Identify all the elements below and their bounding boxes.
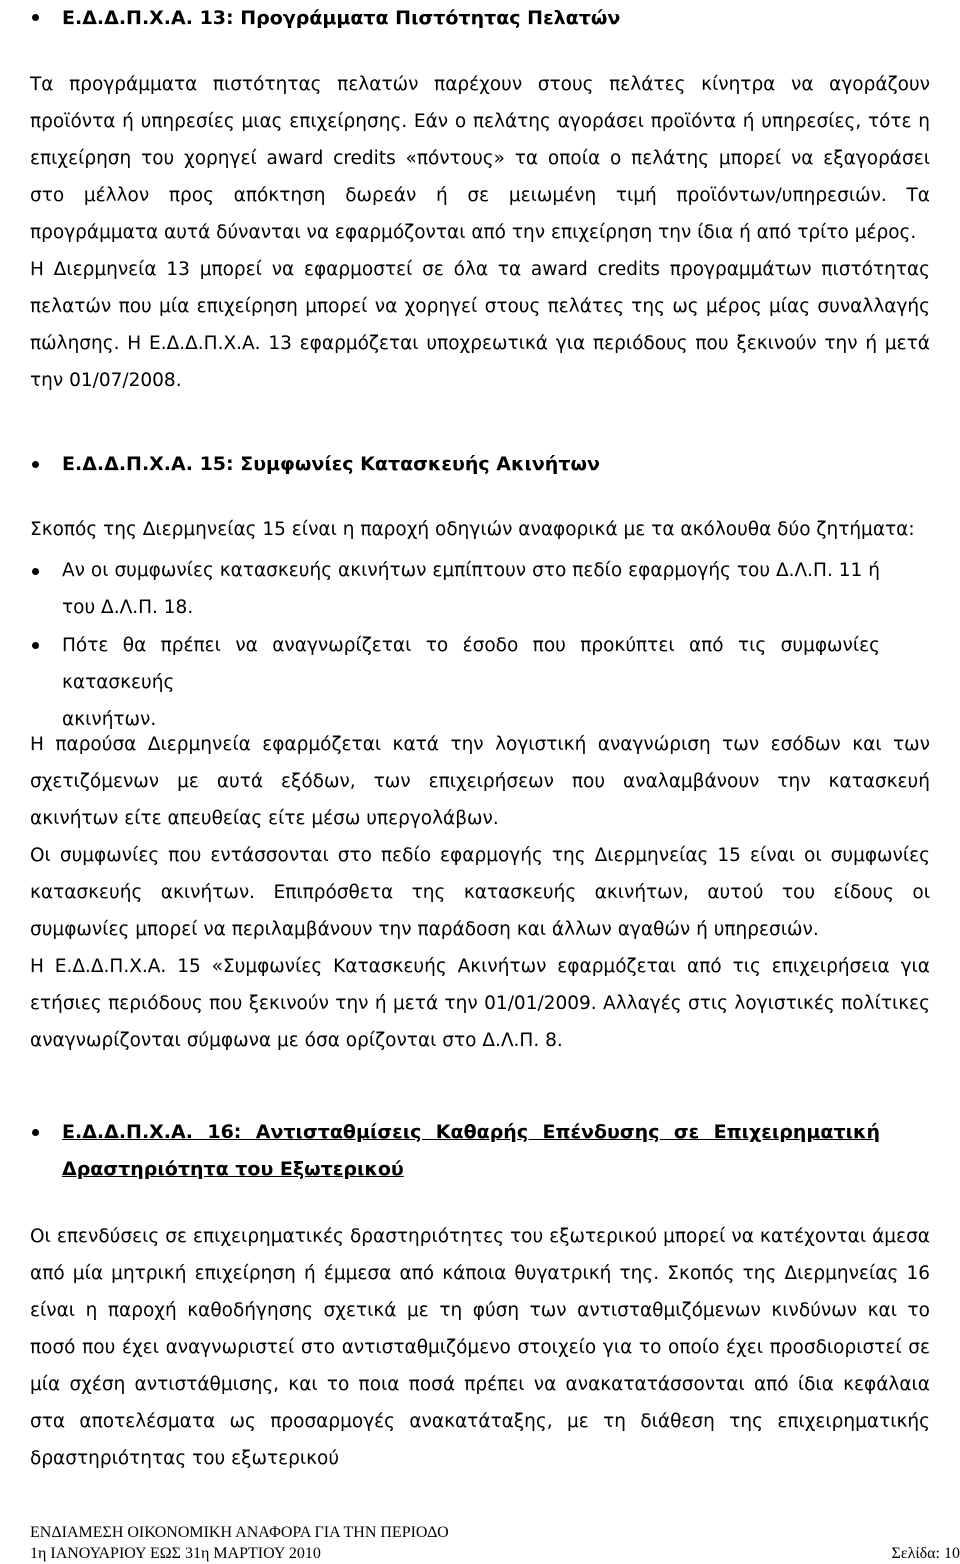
text-line: σχετιζόμενων με αυτά εξόδων, των επιχειρήσεων που αναλαμβάνουν την κατασκευή <box>30 771 930 792</box>
text-line: ποσό που έχει αναγνωριστεί στο αντισταθμιζόμενο στοιχείο για το οποίο έχει προσδιοριστεί σε <box>30 1337 930 1358</box>
text-line: συμφωνίες μπορεί να περιλαμβάνουν την παράδοση και άλλων αγαθών ή υπηρεσιών. <box>30 919 819 940</box>
bullet-icon <box>32 1129 39 1136</box>
text-line: Οι συμφωνίες που εντάσσονται στο πεδίο εφαρμογής της Διερμηνείας 15 είναι οι συμφωνίες <box>30 845 930 866</box>
text-line: στο μέλλον προς απόκτηση δωρεάν ή σε μειωμένη τιμή προϊόντων/υπηρεσιών. Τα <box>30 185 930 206</box>
text-line: προγράμματα αυτά δύνανται να εφαρμόζονται από την επιχείρηση την ίδια ή από τρίτο μέρος. <box>30 222 917 243</box>
footer-period: 1η ΙΑΝΟΥΑΡΙΟΥ ΕΩΣ 31η ΜΑΡΤΙΟΥ 2010 <box>30 1545 321 1562</box>
section-15-body <box>30 726 930 1059</box>
list-item <box>62 627 880 738</box>
section-13-body <box>30 66 930 399</box>
section-16-heading <box>62 1114 880 1188</box>
bullet-icon <box>32 461 39 468</box>
text-line: ετήσιες περιόδους που ξεκινούν την ή μετά την 01/01/2009. Αλλαγές στις λογιστικές πολίτικες <box>30 993 930 1014</box>
text-line: Τα προγράμματα πιστότητας πελατών παρέχουν στους πελάτες κίνητρα να αγοράζουν <box>30 74 930 95</box>
page-number: Σελίδα: 10 <box>891 1545 960 1562</box>
text-line: από μία μητρική επιχείρηση ή έμμεσα από κάποια θυγατρική της. Σκοπός της Διερμηνείας 16 <box>30 1263 930 1284</box>
list-item <box>62 552 880 626</box>
text-line: κατασκευής ακινήτων. Επιπρόσθετα της κατασκευής ακινήτων, αυτού του είδους οι <box>30 882 930 903</box>
text-line: πώλησης. Η Ε.Δ.Δ.Π.Χ.Α. 13 εφαρμόζεται υποχρεωτικά για περιόδους που ξεκινούν την ή μετά <box>30 333 930 354</box>
text-line: Η παρούσα Διερμηνεία εφαρμόζεται κατά την λογιστική αναγνώριση των εσόδων και των <box>30 734 930 755</box>
text-line: Οι επενδύσεις σε επιχειρηματικές δραστηριότητες του εξωτερικού μπορεί να κατέχονται άμεσα <box>30 1226 930 1247</box>
text-line: πελατών που μία επιχείρηση μπορεί να χορηγεί στους πελάτες της ως μέρος μίας συναλλαγής <box>30 296 930 317</box>
text-line: ακινήτων. <box>62 709 157 730</box>
text-line: μία σχέση αντιστάθμισης, και το ποια ποσά πρέπει να ανακατατάσσονται από ίδια κεφάλαια <box>30 1374 930 1395</box>
text-line: ακινήτων είτε απευθείας είτε μέσω υπεργολάβων. <box>30 808 499 829</box>
bullet-icon <box>32 14 39 21</box>
section-16-body <box>30 1218 930 1477</box>
heading-line: Δραστηριότητα του Εξωτερικού <box>62 1158 404 1180</box>
page-footer <box>30 1522 960 1564</box>
text-line: Σκοπός της Διερμηνείας 15 είναι η παροχή οδηγιών αναφορικά με τα ακόλουθα δύο ζητήματα: <box>30 519 915 540</box>
text-line: Η Ε.Δ.Δ.Π.Χ.Α. 15 «Συμφωνίες Κατασκευής Ακινήτων εφαρμόζεται από τις επιχειρήσεια για <box>30 956 930 977</box>
text-line: στα αποτελέσματα ως προσαρμογές ανακατάταξης, με τη διάθεση της επιχειρηματικής <box>30 1411 930 1432</box>
section-13-heading: Ε.Δ.Δ.Π.Χ.Α. 13: Προγράμματα Πιστότητας Πελατών <box>62 7 621 29</box>
text-line: επιχείρηση του χορηγεί award credits «πόντους» τα οποία ο πελάτης μπορεί να εξαγοράσει <box>30 148 930 169</box>
text-line: Πότε θα πρέπει να αναγνωρίζεται το έσοδο που προκύπτει από τις συμφωνίες κατασκευής <box>62 635 880 693</box>
text-line: του Δ.Λ.Π. 18. <box>62 597 194 618</box>
heading-line: Ε.Δ.Δ.Π.Χ.Α. 16: Αντισταθμίσεις Καθαρής Επένδυσης σε Επιχειρηματική <box>62 1121 880 1143</box>
section-15-heading: Ε.Δ.Δ.Π.Χ.Α. 15: Συμφωνίες Κατασκευής Ακινήτων <box>62 453 600 475</box>
bullet-icon <box>32 642 39 649</box>
bullet-icon <box>32 568 39 575</box>
text-line: προϊόντα ή υπηρεσίες μιας επιχείρησης. Εάν ο πελάτης αγοράσει προϊόντα ή υπηρεσίες, τότε η <box>30 111 930 132</box>
text-line: είναι η παροχή καθοδήγησης σχετικά με τη φύση των αντισταθμιζόμενων κινδύνων και το <box>30 1300 930 1321</box>
section-15-intro <box>30 511 930 548</box>
text-line: αναγνωρίζονται σύμφωνα με όσα ορίζονται στο Δ.Λ.Π. 8. <box>30 1030 563 1051</box>
footer-title: ΕΝΔΙΑΜΕΣΗ ΟΙΚΟΝΟΜΙΚΗ ΑΝΑΦΟΡΑ ΓΙΑ ΤΗΝ ΠΕΡΙΟΔΟ <box>30 1524 449 1541</box>
text-line: Αν οι συμφωνίες κατασκευής ακινήτων εμπίπτουν στο πεδίο εφαρμογής του Δ.Λ.Π. 11 ή <box>62 560 880 581</box>
text-line: Η Διερμηνεία 13 μπορεί να εφαρμοστεί σε όλα τα award credits προγραμμάτων πιστότητας <box>30 259 930 280</box>
text-line: δραστηριότητας του εξωτερικού <box>30 1448 340 1469</box>
text-line: την 01/07/2008. <box>30 370 182 391</box>
